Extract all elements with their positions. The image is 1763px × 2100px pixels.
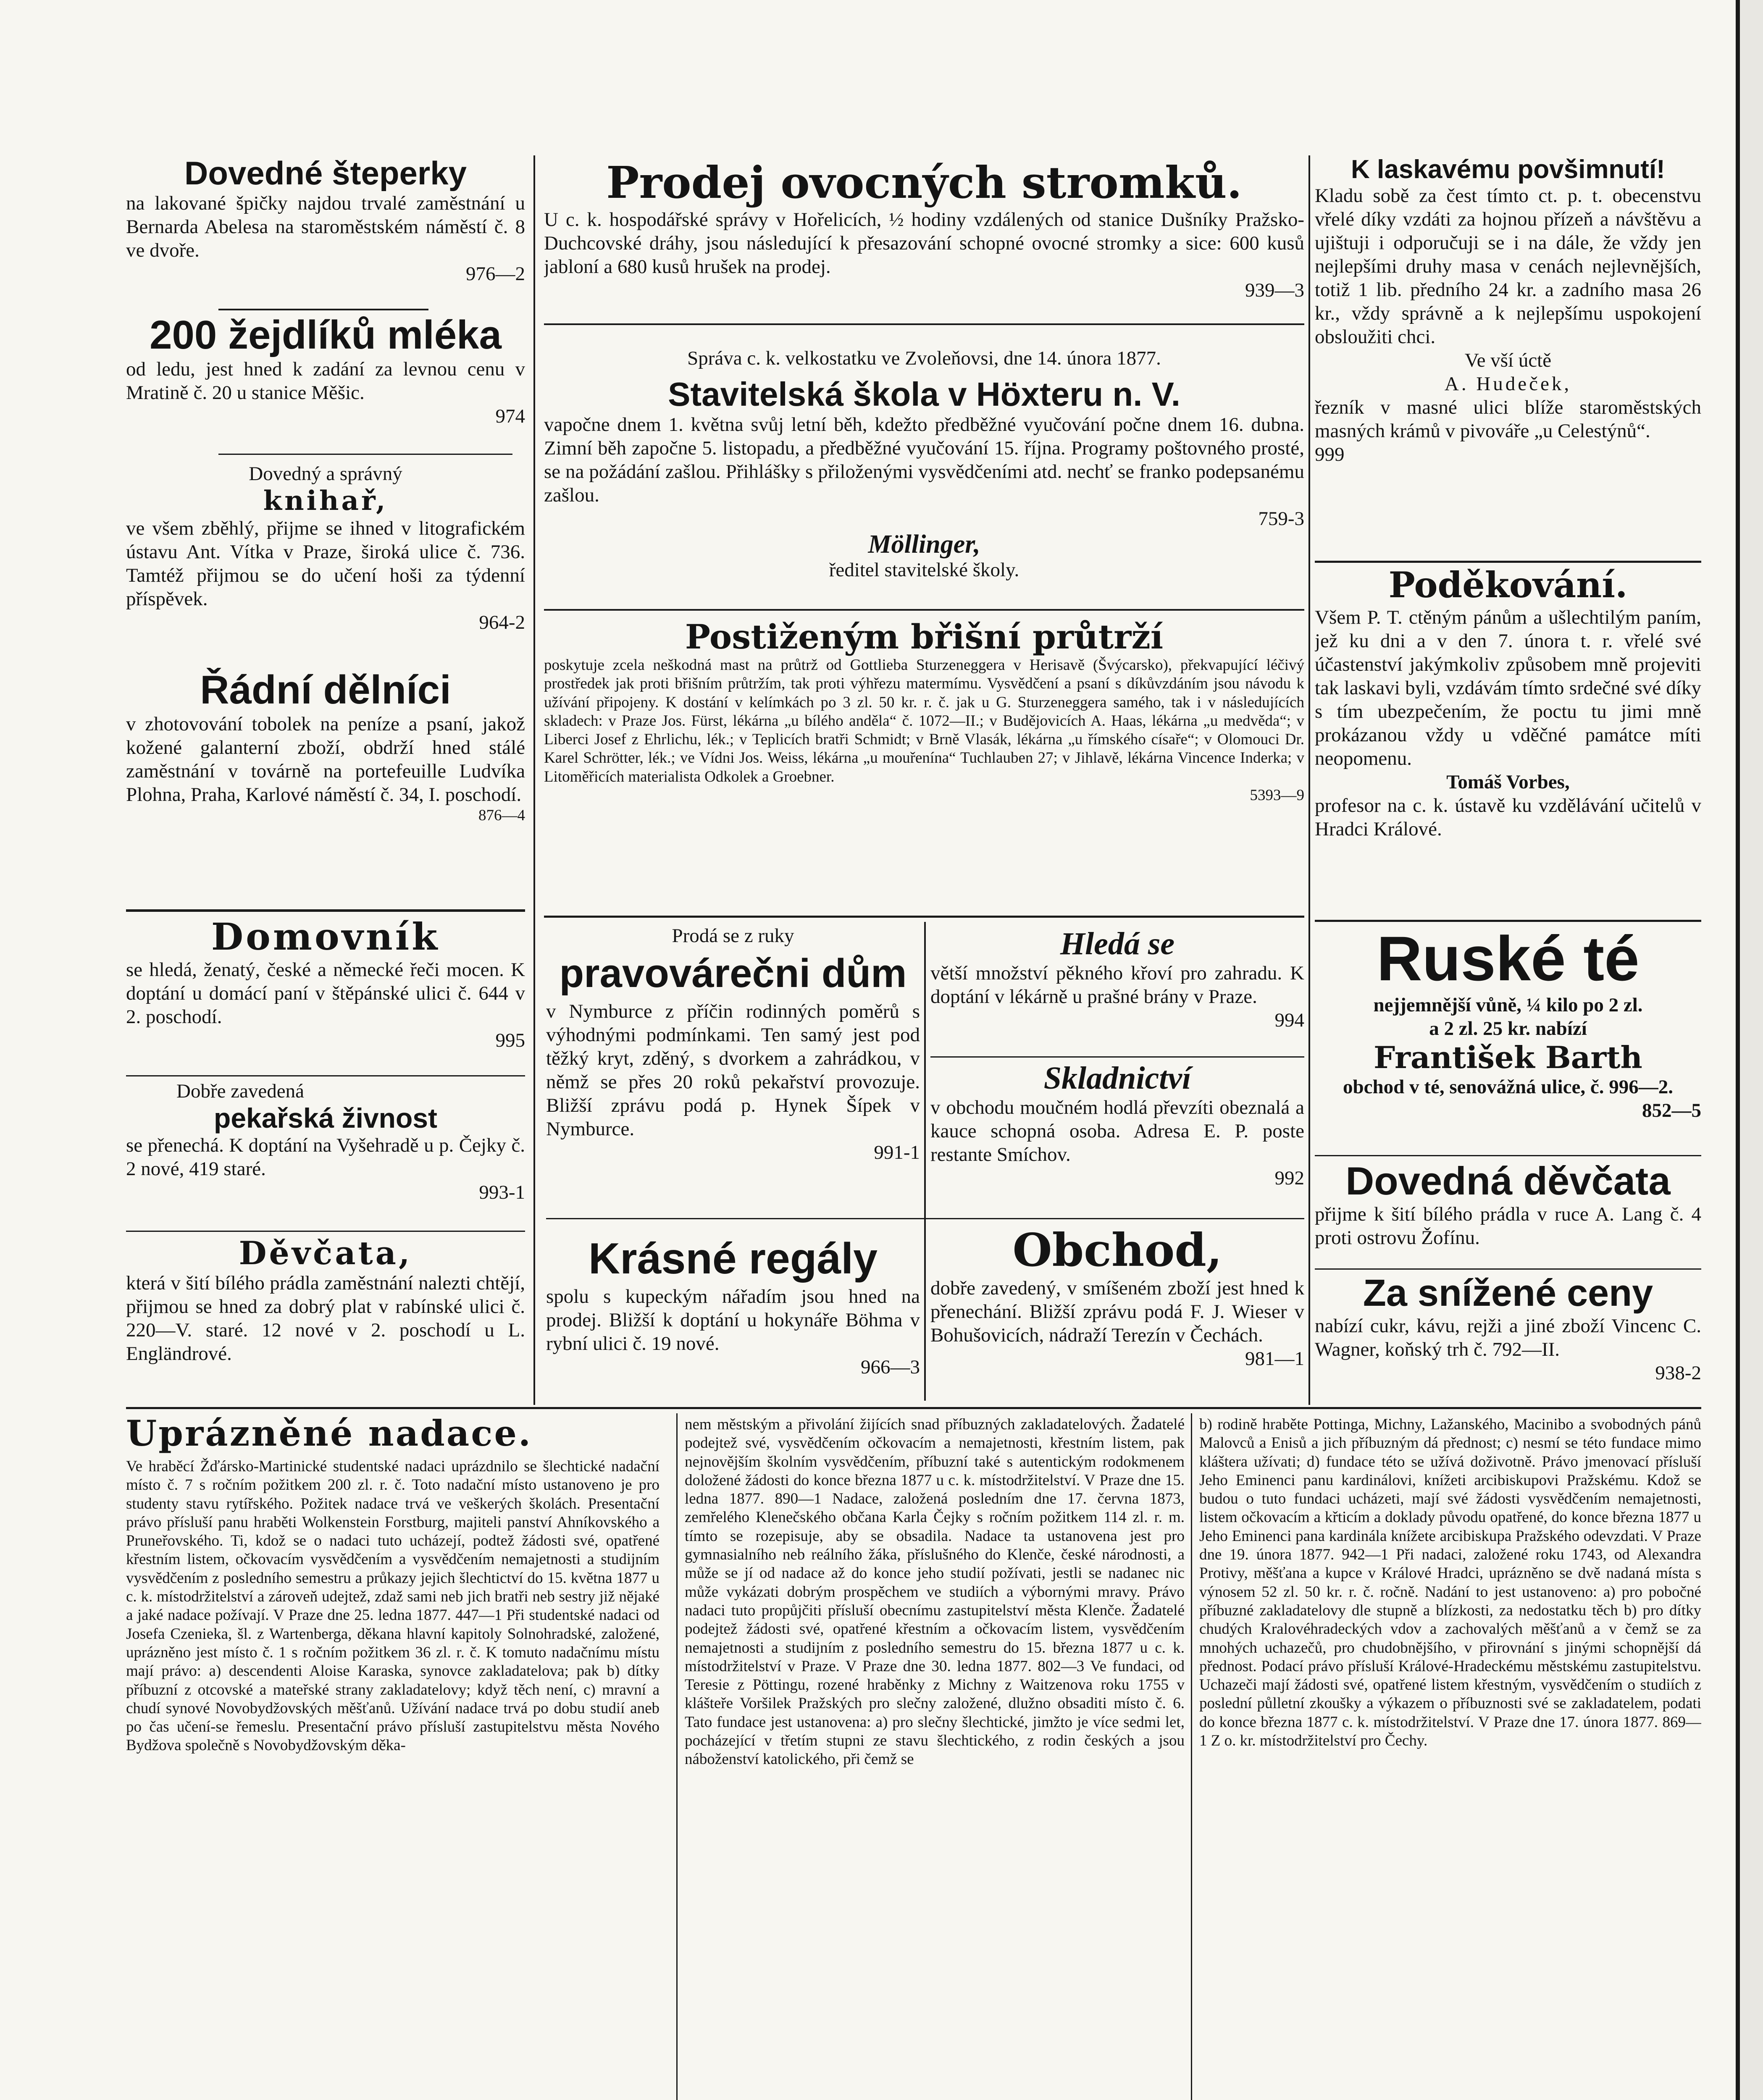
divider bbox=[544, 916, 1304, 918]
ad-body: spolu s kupeckým nářadím jsou hned na prodej. Bližší k doptání u hokynáře Böhma v rybní ulici č. 19 nové. bbox=[546, 1286, 920, 1354]
ad-devcata bbox=[126, 1235, 525, 1415]
ad-body: řezník v masné ulici blíže staroměstských masných krámů v pivováře „u Celestýnů“. bbox=[1315, 396, 1701, 442]
ad-body: Všem P. T. ctěným pánům a ušlechtilým paním, jež ku dni a v den 7. února t. r. vřelé své účastenství jakýmkoliv způsobem mně projeviti tak laskavi byli, vzdávám tímto srdečné své díky s tím ubezpečením, že poctu tu jimi mně prokázanou vždy u vděčné památce míti neopomenu. bbox=[1315, 606, 1701, 769]
ad-body: se přenechá. K doptání na Vyšehradě u p. Čejky č. 2 nové, 419 staré. bbox=[126, 1134, 525, 1180]
divider bbox=[1315, 920, 1701, 922]
divider bbox=[546, 1218, 1304, 1219]
ad-code: 974 bbox=[495, 405, 525, 427]
divider bbox=[218, 309, 428, 310]
ad-name: A. Hudeček, bbox=[1444, 373, 1572, 395]
ad-line: nejjemnější vůně, ¼ kilo po 2 zl. bbox=[1373, 994, 1643, 1016]
ad-intro: Prodá se z ruky bbox=[672, 925, 794, 947]
ad-title: Skladnictví bbox=[1043, 1060, 1191, 1096]
ad-code: 852—5 bbox=[1642, 1099, 1701, 1121]
section-title: Uprázněné nadace. bbox=[126, 1413, 533, 1454]
ad-name: Tomáš Vorbes, bbox=[1446, 771, 1570, 793]
ad-body: nabízí cukr, kávu, rejži a jiné zboží Vincenc C. Wagner, koňský trh č. 792—II. bbox=[1315, 1315, 1701, 1360]
ad-domovnik bbox=[126, 916, 525, 1075]
nadace-heading bbox=[126, 1413, 672, 1455]
ad-title: pekařská živnost bbox=[214, 1102, 437, 1134]
ad-knihar bbox=[126, 462, 525, 655]
ad-ruske-te bbox=[1315, 924, 1701, 1159]
divider bbox=[544, 609, 1304, 611]
ad-skladnictvi bbox=[930, 1060, 1304, 1216]
ad-title: 200 žejdlíků mléka bbox=[150, 313, 502, 357]
ad-body: v obchodu moučném hodlá převzíti obeznalá a kauce schopná osoba. Adresa E. P. poste restante Smíchov. bbox=[930, 1097, 1304, 1166]
ad-code: 981—1 bbox=[1245, 1348, 1304, 1370]
ad-name: František Barth bbox=[1374, 1040, 1642, 1075]
ad-code: 5393—9 bbox=[1250, 787, 1304, 804]
divider bbox=[930, 1056, 1304, 1058]
ad-steperky bbox=[126, 155, 525, 307]
ad-povsimnuti bbox=[1315, 155, 1701, 559]
ad-body: v Nymburce z příčin rodinných poměrů s výhodnými podmínkami. Ten samý jest pod těžký kryt, zděný, s dvorkem a zahrádkou, v němž se přes 20 roků pekařství provozuje. Bližší zprávu podá p. Hynek Šípek v Nymburce. bbox=[546, 1000, 920, 1140]
ad-closing: Ve vší úctě bbox=[1464, 349, 1552, 372]
ad-code: 939—3 bbox=[1245, 279, 1304, 301]
signature bbox=[544, 346, 1304, 372]
ad-code: 992 bbox=[1274, 1167, 1304, 1189]
ad-code: 938-2 bbox=[1655, 1362, 1701, 1384]
column-rule bbox=[1308, 155, 1310, 1405]
ad-title: Krásné regály bbox=[589, 1234, 878, 1283]
ad-hleda-se bbox=[930, 926, 1304, 1069]
ad-pekarska bbox=[126, 1079, 525, 1231]
page-edge bbox=[1736, 0, 1740, 2100]
ad-regaly bbox=[546, 1233, 920, 1405]
ad-body: přijme k šití bílého prádla v ruce A. Lang č. 4 proti ostrovu Žofínu. bbox=[1315, 1203, 1701, 1249]
ad-mleko bbox=[126, 313, 525, 447]
ad-title: Poděkování. bbox=[1388, 565, 1628, 606]
ad-title: knihař, bbox=[263, 485, 388, 517]
ad-body: vapočne dnem 1. května svůj letní běh, kdežto předběžné vyučování počne dnem 16. dubna. Zimní běh započne 5. listopadu, a předběžné vyučování 15. října. Programy poštovného prosté, se na požádání zašlou. Přihlášky s přiloženými vysvědčeními atd. nechť se franko podepsanému zašlou. bbox=[544, 414, 1304, 506]
ad-title: Dovedné šteperky bbox=[184, 155, 467, 192]
ad-body: na lakované špičky najdou trvalé zaměstnání u Bernarda Abelesa na staroměstském náměstí č. 8 ve dvoře. bbox=[126, 192, 525, 261]
divider bbox=[1315, 1155, 1701, 1156]
notice-text: b) rodině hraběte Pottinga, Michny, Lažanského, Macinibo a svobodných pánů Malovců a Enisů a jich příbuzným dá přednost; c) nesmí se této fundace mimo kláštera užívati; d) fundace této se užívá doživotně. Právo jmenovací přísluší Jeho Eminenci panu kardinálovi, knížeti arcibiskupovi Pražskému. Kdož se budou o tuto fundaci ucházeti, mají své žádosti vysvědčením nemajetnosti, listem očkovacím a křticím a doklady původu opatřené, do konce března 1877 u Jeho Eminenci pana kardinála knížete arcibiskupa Pražského odevzdati. V Praze dne 19. února 1877. 942—1 Při nadaci, založené roku 1743, od Alexandra Protivy, měšťana a kupce v Králové Hradci, uprázněno se dvě nadaná místa s výnosem 52 zl. 50 kr. r. č. ročně. Nadání to jest ustanoveno: a) pro pobočné příbuzné zakladatelovy dle stupně a blízkosti, za nedostatku těch b) pro dítky chudých Kralovéhradeckých vdov a zachovalých měšťanů a v čemž se za mnohých uchazečů, pro chudobnějšího, v přirovnání s jinými schopnější dá přednost. Podací právo přísluší Králové-Hradeckému městskému zastupitelstvu. Uchazeči mají žádosti své, opatřené listem křestným, vysvědčením o studiích z poslední půlletní zkoušky a výkazem o příbuznosti své se zakladatelem, podati do konce března 1877 c. k. místodržitelství. V Praze dne 17. února 1877. 869—1 Z o. kr. místodržitelství pro Čechy. bbox=[1199, 1416, 1701, 1750]
ad-intro: Dovedný a správný bbox=[249, 463, 402, 485]
ad-code: 993-1 bbox=[479, 1181, 525, 1203]
ad-stromky bbox=[544, 158, 1304, 317]
ad-body: se hledá, ženatý, české a německé řeči mocen. K doptání u domácí paní v štěpánské ulici č. 644 v 2. poschodí. bbox=[126, 959, 525, 1028]
ad-title: pravovárečni dům bbox=[559, 951, 907, 996]
ad-code: 994 bbox=[1274, 1009, 1304, 1031]
ad-code: 999 bbox=[1315, 444, 1345, 466]
divider bbox=[1315, 1268, 1701, 1270]
ad-title: Dovedná děvčata bbox=[1345, 1159, 1671, 1203]
ad-code: 964-2 bbox=[479, 611, 525, 633]
ad-body: která v šití bílého prádla zaměstnání nalezti chtějí, přijmou se hned za dobrý plat v rabínské ulici č. 220—V. staré. 12 nové v 2. poschodí u L. Engländrové. bbox=[126, 1272, 525, 1365]
notice-text: Ve hraběcí Žďársko-Martinické studentské nadaci uprázdnilo se šlechtické nadační místo č. 7 s ročním požitkem 200 zl. r. č. Toto nadační místo ustanoveno je pro studenty stavu rytířského. Požitek nadace trvá ve veškerých školách. Presentační právo přísluší panu hraběti Wolkenstein Forstburg, majiteli panství Ahníkovského a Pruneřovského. Ti, kdož se o nadaci tuto ucházejí, podtež žádosti své, opatřené křestním listem, očkovacím vysvědčením a vysvědčením nemajetnosti a studijním vysvědčením z posledního semestru a průkazy jejich šlechtictví do 15. května 1877 u c. k. místodržitelství a zároveň udejtež, zdaž sami neb jich bratři neb sestry již nějaké a jaké nadace požívají. V Praze dne 25. ledna 1877. 447—1 Při studentské nadaci od Josefa Czenieka, šl. z Wartenberga, děkana hlavní kapitoly Solnohradské, založené, uprázněno jest místo č. 1 s ročním požitkem 36 zl. r. č. K tomuto nadačnímu místu mají právo: a) descendenti Aloise Karaska, synovce zakladatelova; pak b) dítky příbuzní z otcovské a mateřské strany zakladatelovy; když těch není, c) mravní a chudí synové Novobydžovských měšťanů. Užívání nadace trvá po dobu studií aneb po čas učení-se řemeslu. Presentační právo přísluší zastupitelstvu města Nového Bydžova společně s Novobydžovským děka- bbox=[126, 1458, 659, 1754]
column-rule bbox=[924, 922, 926, 1401]
ad-title: Ruské té bbox=[1377, 924, 1640, 994]
ad-podekovani bbox=[1315, 565, 1701, 922]
ad-code: 759-3 bbox=[1258, 508, 1304, 530]
ad-code: 995 bbox=[495, 1029, 525, 1052]
ad-body: od ledu, jest hned k zadání za levnou cenu v Mratině č. 20 u stanice Měšic. bbox=[126, 358, 525, 404]
ad-body: obchod v té, senovážná ulice, č. 996—2. bbox=[1343, 1076, 1673, 1098]
ad-pravovarecni bbox=[546, 924, 920, 1226]
ad-code: 966—3 bbox=[861, 1356, 920, 1378]
ad-body: Kladu sobě za čest tímto ct. p. t. obecenstvu vřelé díky vzdáti za hojnou přízeň a návštěvu a ujištuji i odporučuji se i na dále, že vždy jen nejlepšími druhy masa v cenách nejlevnějších, totiž 1 lib. předního 24 kr. a zadního masa 26 kr., vždy správně a k nejlepšímu uspokojení obsloužiti chci. bbox=[1315, 185, 1701, 348]
ad-intro: Dobře zavedená bbox=[176, 1080, 305, 1102]
nadace-col-2 bbox=[685, 1415, 1185, 2100]
ad-body: v zhotovování tobolek na peníze a psaní, jakož kožené galanterní zboží, obdrží hned stálé zaměstnání v továrně na portefeuille Ludvíka Plohna, Praha, Karlové náměstí č. 34, I. poschodí. bbox=[126, 713, 525, 806]
ad-title: K laskavému povšimnutí! bbox=[1351, 155, 1665, 184]
ad-stavitelska bbox=[544, 376, 1304, 603]
ad-body: U c. k. hospodářské správy v Hořelicích, ½ hodiny vzdálených od stanice Dušníky Pražsko-Duchcovské dráhy, jsou následující k přesazování schopné ovocné stromky a sice: 600 kusů jabloní a 680 kusů hrušek na prodej. bbox=[544, 209, 1304, 278]
ad-title: Postiženým břišní průtrží bbox=[685, 617, 1164, 656]
ad-delnici bbox=[126, 668, 525, 907]
nadace-col-3 bbox=[1199, 1415, 1701, 2100]
ad-body: poskytuje zcela neškodná mast na průtrž od Gottlieba Sturzeneggera v Herisavě (Švýcarsko), překvapující léčivý prostředek jak proti břišním průtržím, tak proti výhřezu matermímu. Vysvědčení a psaní s díkůvzdáním jsou návodu k užívání připojeny. K dostání v kelímkách po 3 zl. 50 kr. r. č. jak u G. Sturzeneggera samého, tak i v následujících skladech: v Praze Jos. Fürst, lékárna „u bílého anděla“ č. 1072—II.; v Budějovicích A. Haas, lékárna „u medvěda“; v Liberci Josef z Ehrlichu, lék.; v Teplicích bratři Schmidt; v Brně Vlasák, lékárna „u římského císaře“; v Olomouci Dr. Karel Schrötter, lék.; ve Vídni Jos. Weiss, lékárna „u mouřenína“ Tuchlauben 27; v Jihlavě, lékárna Vincence Inderka; v Litoměřicích materialista Odkolek a Groebner. bbox=[544, 656, 1304, 785]
ad-signature: Správa c. k. velkostatku ve Zvoleňovsi, dne 14. února 1877. bbox=[687, 347, 1161, 369]
ad-code: 991-1 bbox=[874, 1142, 920, 1163]
column-rule bbox=[1191, 1413, 1192, 2100]
ad-body: dobře zavedený, v smíšeném zboží jest hned k přenechání. Bližší zprávu podá F. J. Wieser v Bohušovicích, nádraží Terezín v Čechách. bbox=[930, 1277, 1304, 1346]
ad-line: a 2 zl. 25 kr. nabízí bbox=[1429, 1018, 1587, 1040]
ad-obchod bbox=[930, 1224, 1304, 1405]
ad-name: Möllinger, bbox=[868, 530, 980, 559]
section-divider bbox=[126, 1407, 1701, 1409]
ad-title: Za snížené ceny bbox=[1363, 1273, 1653, 1314]
divider bbox=[218, 454, 512, 455]
ad-code: 976—2 bbox=[466, 262, 525, 285]
divider bbox=[544, 323, 1304, 325]
notice-text: nem městským a přivolání žijících snad příbuzných zakladatelových. Žadatelé podejtež své, vysvědčením očkovacím a nemajetnosti, křestním listem, pak nejnovějším školním vysvědčením, příbuzní také s autentickým rodokmenem doložené žádosti do konce března 1877 u c. k. místodržitelství. V Praze dne 15. ledna 1877. 890—1 Nadace, založená posledním dne 17. června 1873, zemřelého Klenečského občana Karla Čejky s ročním požitkem 114 zl. r. m. tímto se rozepisuje, aby se obsadila. Nadace ta ustanovena jest pro gymnasialního neb reálního žáka, příslušného do Klenče, české národnosti, a může se jí od nadace až do konce jeho studií požívati, jestli se nadanec nic může vykázati dobrým prospěchem ve studiích a výbornými mravy. Právo nadaci tuto propůjčiti přísluší obecnímu zastupitelství města Klenče. Žadatelé podejtež žádosti své, opatřené křestním a očkovacím listem, vysvědčením nemajetnosti a studijním z posledního semestru do 15. března 1877 u c. k. místodržitelství v Praze. V Praze dne 30. ledna 1877. 802—3 Ve fundaci, od Teresie z Pöttingu, rozené hraběnky z Michny z Waitzenova roku 1755 v klášteře Voršilek Pražských pro slečny založené, dlužno obsaditi místo č. 6. Tato fundace jest ustanovena: a) pro slečny šlechtické, jimžto je více sedmi let, pocházející v třetím stupni ze stavu šlechtického, z rodin českých a jsou náboženství katolického, při čemž se bbox=[685, 1416, 1185, 1768]
ad-role: ředitel stavitelské školy. bbox=[829, 559, 1019, 581]
column-rule bbox=[533, 155, 535, 1405]
column-rule bbox=[676, 1413, 678, 2100]
ad-dovedna-devcata bbox=[1315, 1159, 1701, 1268]
ad-title: Řádní dělníci bbox=[200, 668, 451, 712]
ad-title: Domovník bbox=[211, 916, 440, 958]
ad-role: profesor na c. k. ústavě ku vzdělávání učitelů v Hradci Králové. bbox=[1315, 794, 1701, 840]
ad-title: Stavitelská škola v Höxteru n. V. bbox=[668, 376, 1180, 413]
ad-body: větší množství pěkného křoví pro zahradu. K doptání v lékárně u prašné brány v Praze. bbox=[930, 962, 1304, 1008]
divider bbox=[126, 1075, 525, 1076]
divider bbox=[126, 1231, 525, 1232]
divider bbox=[1315, 561, 1701, 563]
ad-snizene-ceny bbox=[1315, 1273, 1701, 1405]
ad-title: Prodej ovocných stromků. bbox=[606, 158, 1242, 208]
ad-title: Děvčata, bbox=[239, 1235, 413, 1272]
ad-title: Hledá se bbox=[1060, 926, 1175, 961]
ad-prutrz bbox=[544, 617, 1304, 911]
ad-title: Obchod, bbox=[1012, 1224, 1222, 1277]
ad-body: ve všem zběhlý, přijme se ihned v litografickém ústavu Ant. Vítka v Praze, široká ulice č. 736. Tamtéž přijmou se do učení hoši za týdenní příspěvek. bbox=[126, 517, 525, 610]
page-margin bbox=[1740, 0, 1763, 2100]
ad-code: 876—4 bbox=[478, 806, 525, 824]
divider bbox=[126, 909, 525, 912]
nadace-col-1 bbox=[126, 1457, 659, 2100]
